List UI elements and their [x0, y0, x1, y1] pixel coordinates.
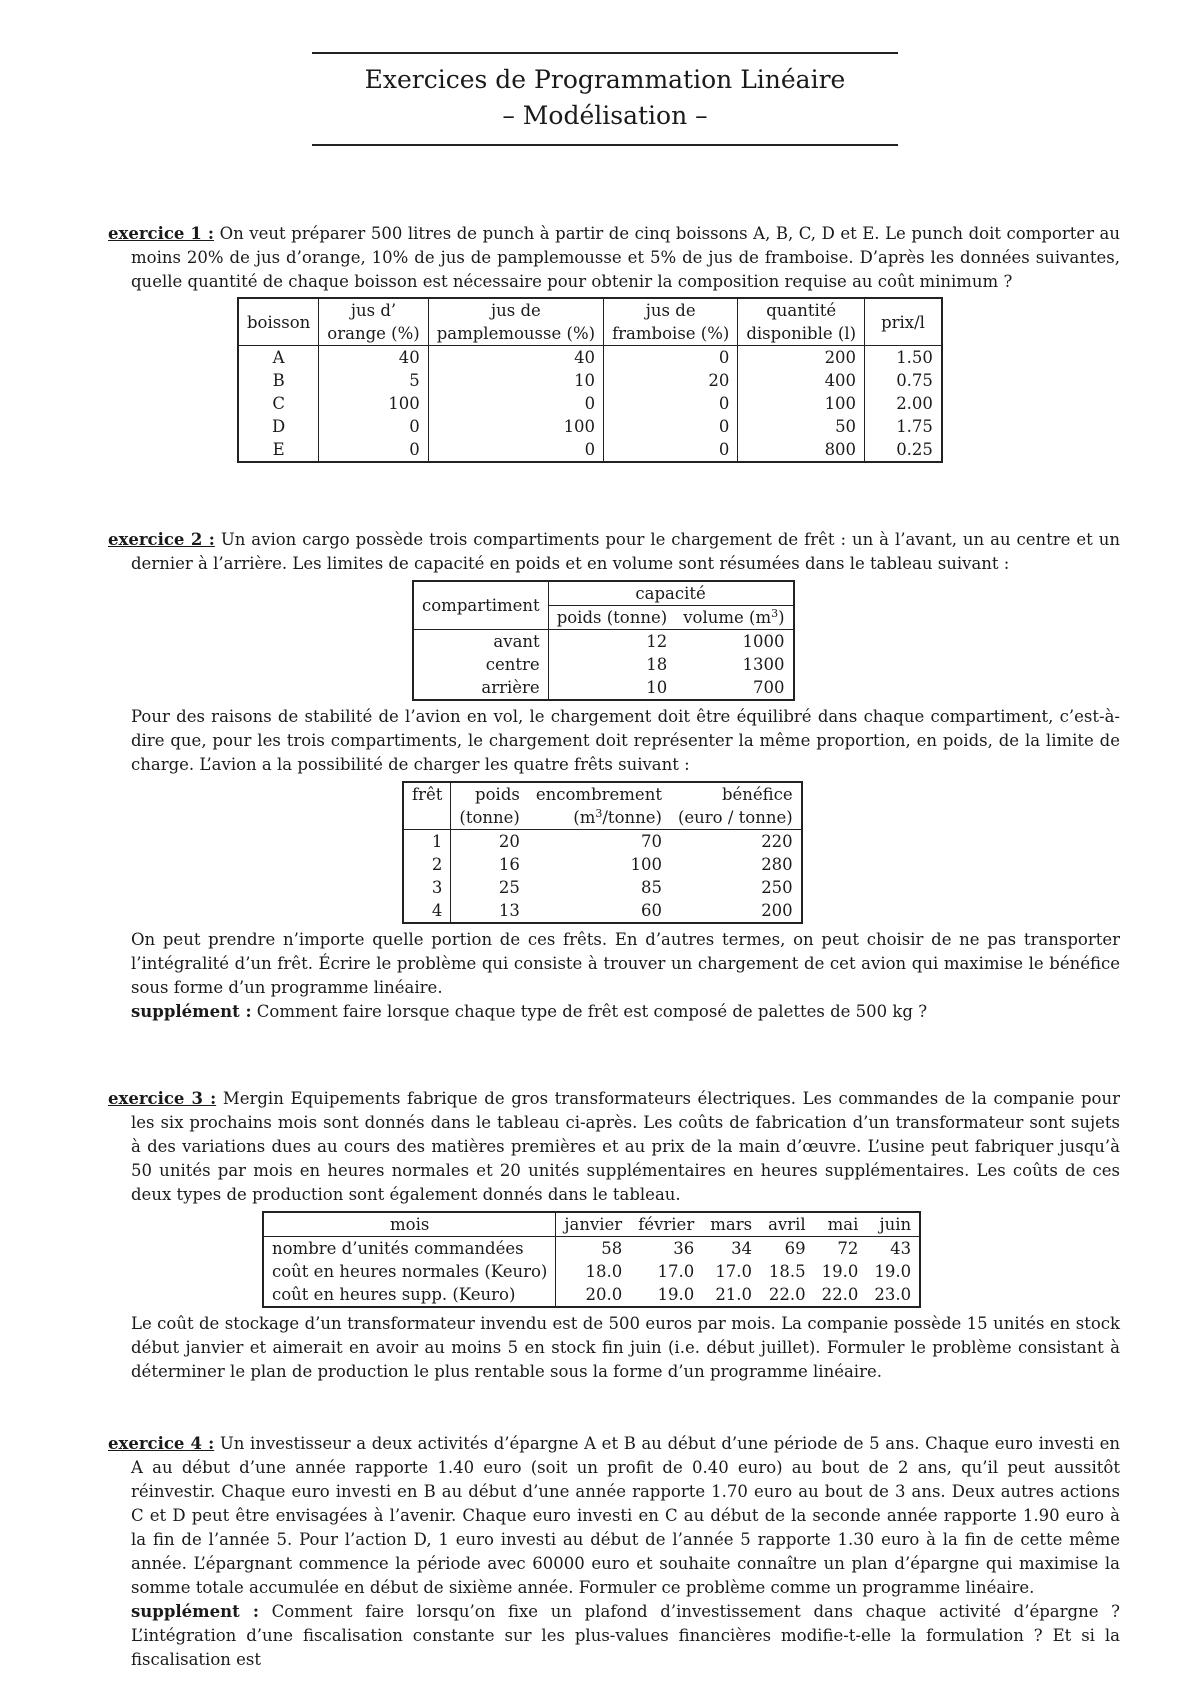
table-cell: 220	[761, 832, 793, 851]
table-cell: C	[272, 394, 285, 413]
table-cell: 70	[640, 832, 662, 851]
table-cell: 1.50	[865, 346, 942, 370]
table-cell: 5	[319, 369, 428, 392]
table-cell: 400	[738, 369, 865, 392]
table-cell: 18.5	[768, 1262, 806, 1281]
supplement-label: supplément :	[131, 1602, 259, 1621]
table-cell: D	[272, 417, 286, 436]
table-row	[263, 1237, 920, 1261]
header-cell: capacité	[548, 581, 793, 606]
header-cell: compartiment	[413, 581, 548, 630]
table-cell: 0.75	[865, 369, 942, 392]
table-cell: 100	[738, 392, 865, 415]
table-cell: 12	[548, 630, 675, 654]
table-cell: 2.00	[865, 392, 942, 415]
table-cell: 0.25	[865, 438, 942, 462]
orders-table	[262, 1211, 921, 1308]
exercise-1-statement	[108, 222, 1120, 294]
table-cell: 13	[451, 899, 528, 923]
table-cell: E	[272, 440, 285, 459]
table-cell: 800	[738, 438, 865, 462]
header-cell: février	[638, 1215, 695, 1234]
table-cell: avant	[493, 632, 540, 651]
table-cell: 20	[604, 369, 738, 392]
table-cell: 20	[451, 830, 528, 854]
header-cell: encombrement	[535, 785, 662, 804]
table-cell: 0	[604, 438, 738, 462]
header-cell: frêt	[412, 785, 443, 804]
table-cell: 20.0	[556, 1283, 630, 1307]
table-cell: 40	[428, 346, 603, 370]
table-row	[413, 630, 794, 654]
header-cell: $(m^3/tonne)$	[573, 807, 662, 827]
table-cell: 0	[604, 415, 738, 438]
exercise-4-statement	[108, 1432, 1120, 1600]
table-row	[403, 853, 802, 876]
title-line-2: – Modélisation –	[502, 101, 708, 130]
table-cell: 22.0	[821, 1285, 859, 1304]
table-cell: 17.0	[715, 1262, 753, 1281]
table-row	[403, 899, 802, 923]
table-cell: 250	[761, 878, 793, 897]
table-cell: 1	[431, 832, 443, 851]
freight-table	[402, 781, 803, 924]
header-cell: juin	[879, 1215, 912, 1234]
table-cell: 43	[890, 1239, 912, 1258]
exercise-2-supplement	[108, 1000, 1120, 1024]
table-cell: 100	[630, 855, 662, 874]
table-cell: 200	[761, 901, 793, 920]
table-cell: 58	[556, 1237, 630, 1261]
table-cell: 0	[428, 438, 603, 462]
title-line-1: Exercices de Programmation Linéaire	[364, 65, 846, 94]
exercise-2-text: Un avion cargo possède trois compartiments pour le chargement de frêt : un à l’avant, un au centre et un dernier à l’arrière. Les limites de capacité en poids et en volume sont résumées dans le tableau suivant :	[131, 530, 1120, 573]
table-cell: 19.0	[657, 1285, 695, 1304]
table-row	[413, 676, 794, 700]
header-cell: (euro / tonne)	[677, 808, 793, 827]
table-cell: 25	[451, 876, 528, 899]
table-row	[238, 415, 942, 438]
header	[312, 52, 898, 146]
exercise-1-text: On veut préparer 500 litres de punch à partir de cinq boissons A, B, C, D et E. Le punch doit comporter au moins 20% de jus d’orange, 10% de jus de pamplemousse et 5% de jus de framboise. D’après les données suivantes, quelle quantité de chaque boisson est nécessaire pour obtenir la composition requise au coût minimum ?	[131, 224, 1120, 291]
table-cell: 100	[428, 415, 603, 438]
table-cell: 3	[431, 878, 443, 897]
table-header-row	[263, 1212, 920, 1237]
exercise-3-tag: exercice 3 :	[108, 1089, 217, 1108]
table-cell: 69	[784, 1239, 806, 1258]
table-cell: arrière	[481, 678, 540, 697]
table-row	[238, 392, 942, 415]
header-cell: quantité disponible (l)	[738, 298, 865, 346]
table-row	[238, 369, 942, 392]
table-cell: 21.0	[715, 1285, 753, 1304]
table-cell: 18	[548, 653, 675, 676]
exercise-2-stability-text: Pour des raisons de stabilité de l’avion en vol, le chargement doit être équilibré dans chaque compartiment, c’est-à-dire que, pour les trois compartiments, le chargement doit représenter la même proportion, en poids, de la limite de charge. L’avion a la possibilité de charger les quatre frêts suivant :	[131, 707, 1120, 774]
table-cell: 200	[738, 346, 865, 370]
header-cell: mars	[710, 1215, 753, 1234]
header-cell: (tonne)	[451, 806, 528, 830]
page-title	[312, 54, 898, 144]
exercise-3-statement	[108, 1087, 1120, 1207]
table-cell: 19.0	[821, 1262, 859, 1281]
table-cell: 0	[428, 392, 603, 415]
exercise-3	[108, 1087, 1120, 1384]
table-cell: 40	[319, 346, 428, 370]
table-header-row	[413, 581, 794, 606]
table-header-row	[403, 806, 802, 830]
table-cell: 34	[731, 1239, 753, 1258]
table-cell: 17.0	[657, 1262, 695, 1281]
exercise-2-statement	[108, 528, 1120, 576]
table-cell: 280	[761, 855, 793, 874]
header-cell: janvier	[556, 1212, 630, 1237]
exercise-1-tag: exercice 1 :	[108, 224, 215, 243]
table-cell: 1300	[742, 655, 785, 674]
table-cell: 4	[431, 901, 443, 920]
table-row	[263, 1283, 920, 1307]
table-cell: 0	[319, 415, 428, 438]
header-cell: bénéfice	[721, 785, 793, 804]
table-cell: 0	[604, 392, 738, 415]
exercise-3-text: Mergin Equipements fabrique de gros transformateurs électriques. Les commandes de la companie pour les six prochains mois sont donnés dans le tableau ci-après. Les coûts de fabrication d’un transformateur sont sujets à des variations dues au cours des matières premières et au prix de la main d’œuvre. L’usine peut fabriquer jusqu’à 50 unités par mois en heures normales et 20 unités supplémentaires en heures supplémentaires. Les coûts de ces deux types de production sont également donnés dans le tableau.	[131, 1089, 1120, 1204]
table-cell: coût en heures normales (Keuro)	[272, 1262, 548, 1281]
table-cell: 19.0	[874, 1262, 912, 1281]
table-cell: 18.0	[556, 1260, 630, 1283]
header-cell: mois	[390, 1215, 430, 1234]
beverage-table	[237, 297, 943, 463]
table-cell: 100	[319, 392, 428, 415]
table-cell: 0	[319, 438, 428, 462]
header-cell: boisson	[247, 312, 311, 332]
table-row	[238, 346, 942, 370]
exercise-4-tag: exercice 4 :	[108, 1434, 215, 1453]
supplement-text: Comment faire lorsque chaque type de frêt est composé de palettes de 500 kg ?	[256, 1002, 928, 1021]
table-row	[403, 830, 802, 854]
table-row	[238, 438, 942, 462]
table-row	[263, 1260, 920, 1283]
table-cell: 700	[753, 678, 785, 697]
table-cell: 1000	[742, 632, 785, 651]
exercise-1	[108, 222, 1120, 463]
exercise-2	[108, 528, 1120, 1024]
header-cell: poids (tonne)	[548, 606, 675, 630]
table-row	[403, 876, 802, 899]
table-cell: nombre d’unités commandées	[272, 1239, 524, 1258]
table-cell: coût en heures supp. (Keuro)	[272, 1285, 516, 1304]
bottom-rule	[312, 144, 898, 146]
table-cell: 10	[548, 676, 675, 700]
table-cell: centre	[485, 655, 540, 674]
table-cell: B	[272, 371, 285, 390]
header-cell	[403, 806, 451, 830]
exercise-2-tag: exercice 2 :	[108, 530, 215, 549]
table-cell: 36	[673, 1239, 695, 1258]
header-cell: jus d’ orange (%)	[319, 298, 428, 346]
table-header-row	[238, 298, 942, 346]
header-cell: jus de framboise (%)	[604, 298, 738, 346]
header-cell: volume $(m^3)$	[683, 607, 785, 627]
header-cell: mai	[827, 1215, 859, 1234]
exercise-4	[108, 1432, 1120, 1672]
compartment-table	[412, 580, 795, 701]
table-cell: 60	[640, 901, 662, 920]
table-row	[413, 653, 794, 676]
supplement-label: supplément :	[131, 1002, 252, 1021]
table-cell: 72	[837, 1239, 859, 1258]
table-header-row	[403, 782, 802, 806]
supplement-text: Comment faire lorsqu’on fixe un plafond d’investissement dans chaque activité d’épargne ? L’intégration d’une fiscalisation constante sur les plus-values financières modifie-t-elle la formulation ? Et si la fiscalisation est	[131, 1602, 1120, 1669]
table-cell: A	[272, 348, 285, 367]
header-cell: avril	[768, 1215, 806, 1234]
table-cell: 0	[604, 346, 738, 370]
header-cell: jus de pamplemousse (%)	[428, 298, 603, 346]
header-cell: prix/l	[865, 298, 942, 346]
exercise-4-text: Un investisseur a deux activités d’épargne A et B au début d’une période de 5 ans. Chaque euro investi en A au début d’une année rapporte 1.40 euro (soit un profit de 0.40 euro) au bout de 2 ans, qu’il peut aussitôt réinvestir. Chaque euro investi en B au début d’une année rapporte 1.70 euro au bout de 3 ans. Deux autres actions C et D peut être envisagées à l’avenir. Chaque euro investi en C au début de la seconde année rapporte 1.90 euro à la fin de l’année 5. Pour l’action D, 1 euro investi au début de l’année 5 rapporte 1.30 euro à la fin de cette même année. L’épargnant commence la période avec 60000 euro et souhaite connaître un plan d’épargne qui maximise la somme totale accumulée en début de sixième année. Formuler ce problème comme un programme linéaire.	[131, 1434, 1120, 1597]
table-cell: 10	[428, 369, 603, 392]
table-cell: 23.0	[874, 1285, 912, 1304]
table-cell: 16	[451, 853, 528, 876]
header-cell: poids	[451, 782, 528, 806]
table-cell: 85	[640, 878, 662, 897]
exercise-3-stock-text: Le coût de stockage d’un transformateur invendu est de 500 euros par mois. La companie possède 15 unités en stock début janvier et aimerait en avoir au moins 5 en stock fin juin (i.e. début juillet). Formuler le problème consistant à déterminer le plan de production le plus rentable sous la forme d’un programme linéaire.	[131, 1314, 1120, 1381]
exercise-4-supplement	[108, 1600, 1120, 1672]
exercise-2-conclusion: On peut prendre n’importe quelle portion de ces frêts. En d’autres termes, on peut choisir de ne pas transporter l’intégralité d’un frêt. Écrire le problème qui consiste à trouver un chargement de cet avion qui maximise le bénéfice sous forme d’un programme linéaire.	[131, 930, 1120, 997]
table-cell: 2	[431, 855, 443, 874]
table-cell: 1.75	[865, 415, 942, 438]
table-cell: 50	[738, 415, 865, 438]
table-cell: 22.0	[768, 1285, 806, 1304]
